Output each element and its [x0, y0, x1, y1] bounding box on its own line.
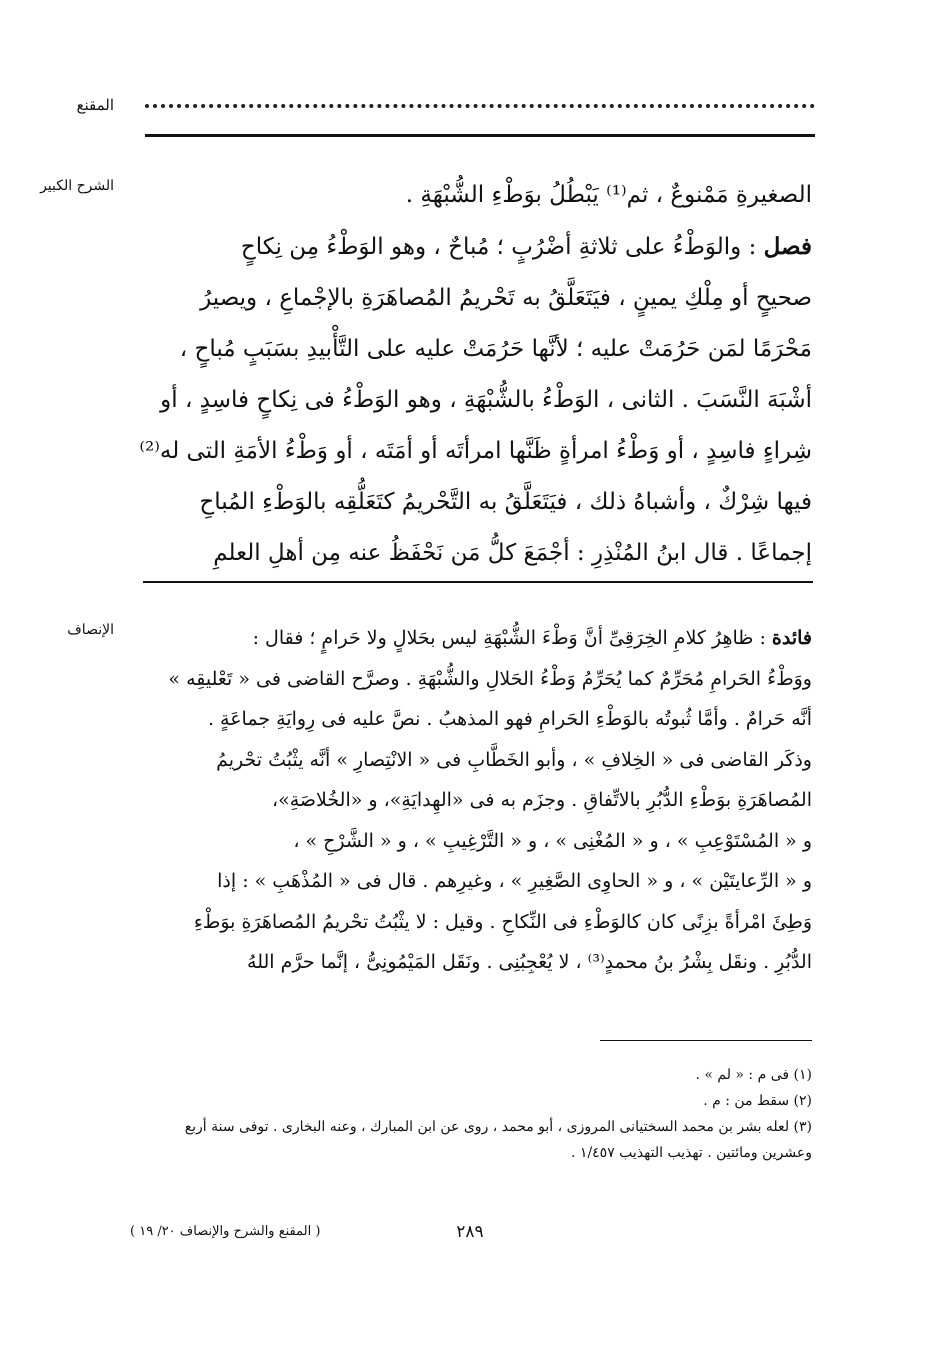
insaf-text [132, 618, 812, 983]
footnote: (٢) سقط من : م . [703, 1093, 812, 1109]
main-line: أشْبَهَ النَّسَبَ . الثانى ، الوَطْءُ بالشُّبْهَةِ ، وهو الوَطْءُ فى نِكاحٍ فاسِدٍ ، أو [160, 387, 812, 413]
main-line: إجماعًا . قال ابنُ المُنْذِرِ : أجْمَعَ كلُّ مَن نَحْفَظُ عنه مِن أهلِ العلمِ [213, 540, 812, 566]
insaf-line: و « الرِّعايتَيْن » ، و « الحاوِى الصَّغِيرِ » ، وغيرِهم . قال فى « المُذْهَبِ » : إذا [217, 870, 812, 892]
insaf-line: ووَطْءُ الحَرامِ مُحَرِّمٌ كما يُحَرِّمُ وَطْءُ الحَلالِ والشُّبْهَةِ . وصرَّح القاضى فى « تَعْليقِه » [168, 667, 812, 690]
insaf-line: الدُّبُرِ . ونقَل بِشْرُ بنُ محمدٍ⁽³⁾ ، لا يُعْجِبُنِى . ونَقَل المَيْمُونِىُّ ، إنَّما حرَّم اللهُ [247, 951, 812, 973]
footnote-continuation: وعشرين ومائتين . تهذيب التهذيب ١/٤٥٧ . [571, 1145, 812, 1161]
insaf-line: وَطِئَ امْرأةً بزِنًى كان كالوَطْءِ فى النِّكاحِ . وقيل : لا يثْبُتُ تحْريمُ المُصاهَرَةِ بوَطْءِ [193, 910, 812, 933]
sharh-text [132, 170, 812, 579]
main-line: الصغيرةِ مَمْنوعٌ ، ثم⁽¹⁾ يَبْطُلُ بوَطْءِ الشُّبْهَةِ . [405, 182, 812, 208]
page-number: ٢٨٩ [456, 1222, 484, 1242]
footnotes [132, 1062, 812, 1166]
header-rule [145, 134, 815, 137]
fasl-separator: : [741, 234, 764, 260]
main-line-text: والوَطْءُ على ثلاثةِ أضْرُبٍ ؛ مُباحٌ ، وهو الوَطْءُ مِن نِكاحٍ [240, 234, 742, 260]
faida-heading: فائدة [771, 627, 812, 649]
insaf-line [132, 618, 812, 659]
insaf-line: المُصاهَرَةِ بوَطْءِ الدُّبُرِ بالاتِّفاقِ . وجزَم به فى «الهِدايَةِ»، و «الخُلاصَةِ»، [271, 789, 812, 811]
main-line: فيها شِرْكٌ ، وأشباهُ ذلك ، فيَتَعَلَّقُ به التَّحْريمُ كتَعَلُّقِه بالوَطْءِ المُباحِ [199, 489, 812, 515]
insaf-margin-label: الإنصاف [67, 622, 114, 638]
insaf-line: وذكَر القاضى فى « الخِلافِ » ، وأبو الخَطَّابِ فى « الانْتِصارِ » أنَّه يثْبُتُ تحْريمُ [216, 748, 812, 771]
footnote-rule [600, 1040, 812, 1041]
main-line [132, 221, 812, 273]
insaf-line: و « المُسْتَوْعِبِ » ، و « المُغْنِى » ، و « التَّرْغِيبِ » ، و « الشَّرْحِ » ، [293, 829, 812, 852]
dotted-rule [145, 104, 815, 108]
footnote: (١) فى م : « لم » . [695, 1067, 812, 1083]
running-title: المقنع [76, 96, 114, 114]
sharh-margin-label: الشرح الكبير [40, 178, 114, 194]
section-divider [143, 581, 813, 583]
main-line: شِراءٍ فاسِدٍ ، أو وَطْءُ امرأةٍ ظَنَّها امرأتَه أو أمَتَه ، أو وَطْءُ الأمَةِ التى له⁽²⁾ [139, 438, 812, 464]
fasl-heading: فصل [763, 233, 812, 260]
insaf-line-text: : ظاهِرُ كلامِ الخِرَقِىِّ أنَّ وَطْءَ الشُّبْهَةِ ليس بحَلالٍ ولا حَرامٍ ؛ فقال : [252, 627, 766, 649]
volume-reference: ( المقنع والشرح والإنصاف ٢٠/ ١٩ ) [130, 1224, 321, 1239]
main-line: مَحْرَمًا لمَن حَرُمَتْ عليه ؛ لأنَّها حَرُمَتْ عليه على التَّأْبيدِ بسَبَبٍ مُباحٍ ، [179, 336, 812, 362]
footnote: (٣) لعله بشر بن محمد السختيانى المروزى ، أبو محمد ، روى عن ابن المبارك ، وعنه البخارى . توفى سنة أربع [184, 1119, 812, 1135]
main-line: صحيحٍ أو مِلْكِ يمينٍ ، فيَتَعَلَّقُ به تَحْريمُ المُصاهَرَةِ بالإجْماعِ ، ويصيرُ [200, 285, 812, 311]
insaf-line: أنَّه حَرامٌ . وأمَّا ثُبوتُه بالوَطْءِ الحَرامِ فهو المذهبُ . نصَّ عليه فى رِوايَةِ جماعَةٍ . [207, 708, 812, 730]
